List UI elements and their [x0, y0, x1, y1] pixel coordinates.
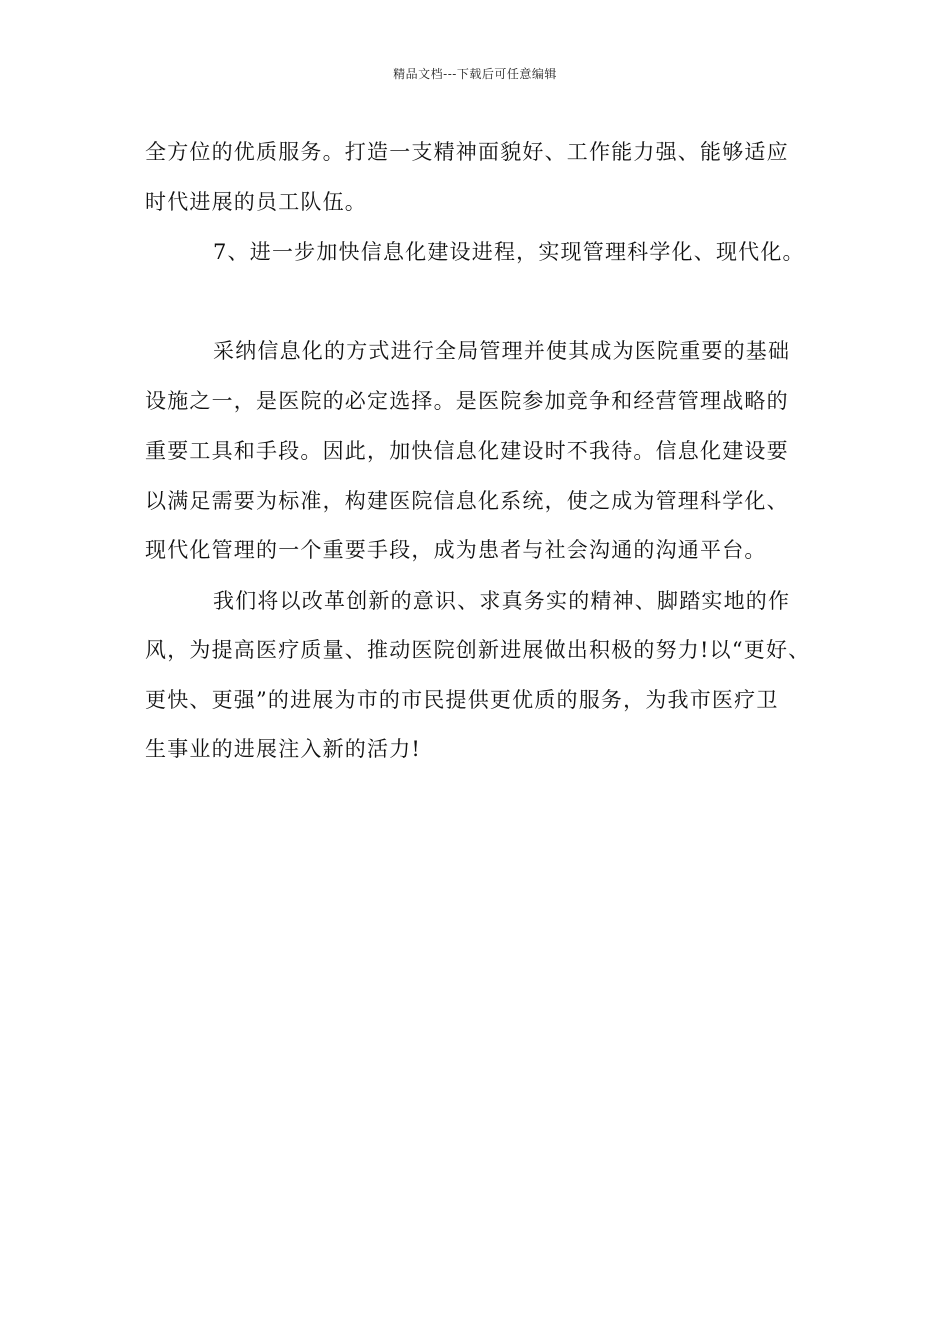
paragraph-line: 生事业的进展注入新的活力!	[145, 737, 422, 761]
paragraph-line: 现代化管理的一个重要手段，成为患者与社会沟通的沟通平台。	[145, 538, 767, 562]
page-header: 精品文档---下载后可任意编辑	[393, 67, 557, 81]
paragraph-line: 以满足需要为标准，构建医院信息化系统，使之成为管理科学化、	[145, 489, 789, 513]
list-item-7: 7、进一步加快信息化建设进程，实现管理科学化、现代化。	[213, 240, 805, 264]
paragraph-line: 全方位的优质服务。打造一支精神面貌好、工作能力强、能够适应	[145, 140, 789, 164]
paragraph-line: 风，为提高医疗质量、推动医院创新进展做出积极的努力!以“更好、	[145, 638, 811, 662]
paragraph-line: 设施之一，是医院的必定选择。是医院参加竞争和经营管理战略的	[145, 389, 789, 413]
paragraph-line: 时代进展的员工队伍。	[145, 190, 367, 214]
paragraph-line: 重要工具和手段。因此，加快信息化建设时不我待。信息化建设要	[145, 439, 789, 463]
paragraph-line: 我们将以改革创新的意识、求真务实的精神、脚踏实地的作	[213, 589, 791, 613]
paragraph-line: 采纳信息化的方式进行全局管理并使其成为医院重要的基础	[213, 339, 791, 363]
paragraph-line: 更快、更强”的进展为市的市民提供更优质的服务，为我市医疗卫	[145, 688, 779, 712]
